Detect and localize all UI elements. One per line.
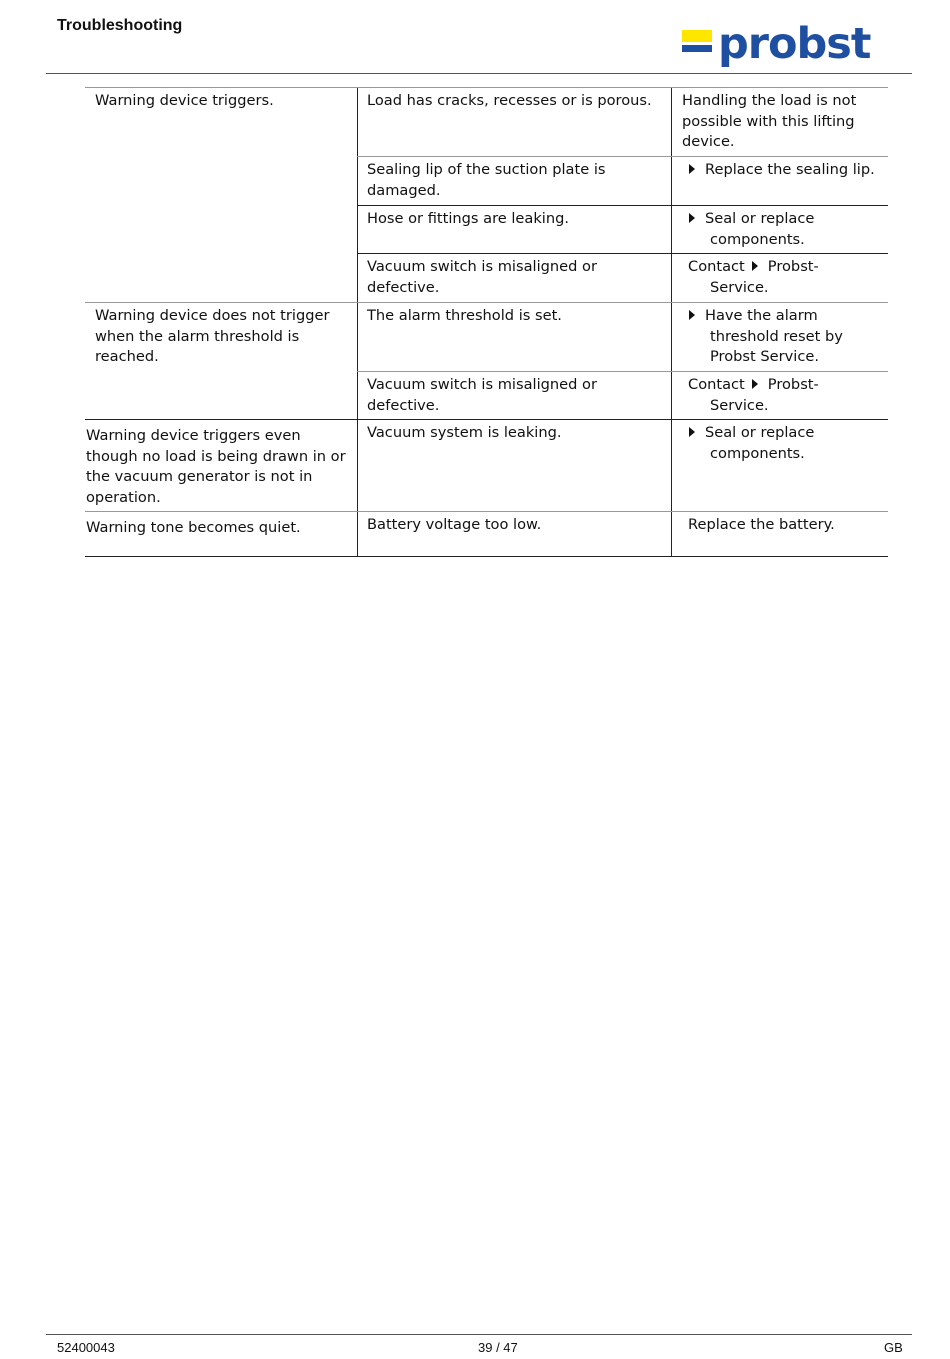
remedy-cell xyxy=(682,209,882,250)
row-divider xyxy=(85,87,888,88)
bullet-arrow-icon xyxy=(752,261,758,271)
remedy-cell: Replace the battery. xyxy=(688,516,835,533)
svg-text:probst: probst xyxy=(718,24,871,69)
cause-cell: Vacuum switch is misaligned or defective. xyxy=(367,258,597,296)
fault-cell: Warning device triggers. xyxy=(95,92,274,109)
row-divider xyxy=(357,253,888,254)
remedy-text: Have the alarm threshold reset by Probst Service. xyxy=(705,307,843,365)
header-divider xyxy=(46,73,912,74)
remedy-text: Seal or replace components. xyxy=(705,424,815,462)
remedy-cell: Handling the load is not possible with this lifting device. xyxy=(682,92,857,150)
cause-cell: Sealing lip of the suction plate is damaged. xyxy=(367,161,606,199)
bullet-arrow-icon xyxy=(689,164,695,174)
remedy-cell xyxy=(682,160,882,181)
remedy-text: Probst-Service. xyxy=(710,258,819,296)
cause-cell: Hose or fittings are leaking. xyxy=(367,210,570,227)
column-divider xyxy=(671,87,672,557)
row-divider xyxy=(85,419,888,420)
bullet-arrow-icon xyxy=(689,213,695,223)
remedy-prefix: Contact xyxy=(688,376,745,393)
cause-cell: Vacuum system is leaking. xyxy=(367,424,562,441)
fault-cell: Warning device triggers even though no load is being drawn in or the vacuum generator is not in operation. xyxy=(86,427,346,506)
cause-cell: Vacuum switch is misaligned or defective. xyxy=(367,376,597,414)
cause-cell: Load has cracks, recesses or is porous. xyxy=(367,92,652,109)
remedy-cell xyxy=(682,257,842,298)
footer-doc-number: 52400043 xyxy=(57,1340,115,1355)
remedy-cell xyxy=(682,423,882,464)
bullet-arrow-icon xyxy=(752,379,758,389)
bullet-arrow-icon xyxy=(689,427,695,437)
remedy-text: Replace the sealing lip. xyxy=(705,161,875,178)
row-divider xyxy=(85,511,888,512)
table-bottom-rule xyxy=(85,556,888,557)
row-divider xyxy=(357,156,888,157)
column-divider xyxy=(357,87,358,557)
remedy-cell xyxy=(682,375,842,416)
probst-logo xyxy=(680,24,906,70)
fault-cell: Warning device does not trigger when the alarm threshold is reached. xyxy=(95,307,330,365)
footer-divider xyxy=(46,1334,912,1335)
cause-cell: Battery voltage too low. xyxy=(367,516,542,533)
fault-cell: Warning tone becomes quiet. xyxy=(86,519,301,536)
footer-page-number: 39 / 47 xyxy=(478,1340,518,1355)
remedy-text: Seal or replace components. xyxy=(705,210,815,248)
row-divider xyxy=(85,302,888,303)
row-divider xyxy=(357,371,888,372)
row-divider xyxy=(357,205,888,206)
remedy-cell xyxy=(682,306,882,368)
page-header-title: Troubleshooting xyxy=(57,17,183,34)
remedy-text: Probst-Service. xyxy=(710,376,819,414)
remedy-prefix: Contact xyxy=(688,258,745,275)
cause-cell: The alarm threshold is set. xyxy=(367,307,562,324)
bullet-arrow-icon xyxy=(689,310,695,320)
footer-language: GB xyxy=(884,1340,903,1355)
